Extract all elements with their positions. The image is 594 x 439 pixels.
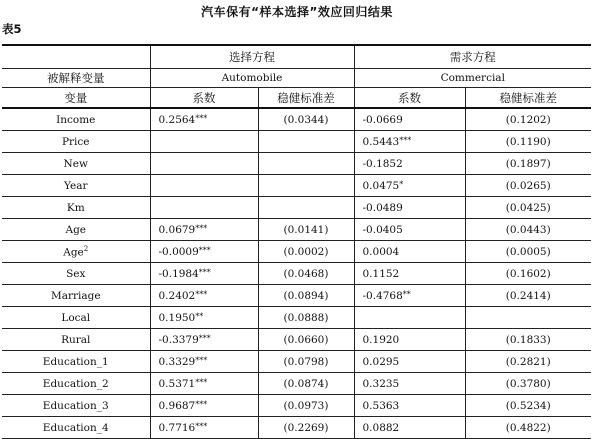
variable-name: Education_2 <box>42 377 109 390</box>
selection-se-cell <box>258 131 354 153</box>
selection-coef-cell <box>150 307 258 329</box>
demand-se-cell <box>465 108 591 131</box>
demand-coef-cell <box>354 307 465 329</box>
demand-se-value: (0.1833) <box>505 333 551 346</box>
variable-name: Marriage <box>50 289 101 302</box>
demand-se-value: (0.1190) <box>505 135 551 148</box>
regression-table <box>2 44 591 439</box>
selection-coef-value: 0.1950 <box>158 311 196 324</box>
selection-se-value: (0.0468) <box>283 267 329 280</box>
selection-coef-value: -0.3379 <box>158 333 199 346</box>
demand-se-value: (0.0443) <box>505 223 551 236</box>
selection-significance-stars: *** <box>198 267 211 277</box>
table-number-label: 表5 <box>2 22 22 36</box>
demand-coef-cell <box>354 241 465 263</box>
demand-coef-cell <box>354 329 465 351</box>
demand-coef-cell <box>354 219 465 241</box>
selection-se-header: 稳健标准差 <box>258 88 354 109</box>
selection-se-cell <box>258 108 354 131</box>
variable-name-cell <box>2 373 150 395</box>
demand-significance-stars: * <box>399 179 404 189</box>
selection-coef-cell <box>150 108 258 131</box>
selection-se-value: (0.0973) <box>283 399 329 412</box>
selection-significance-stars: ** <box>195 311 204 321</box>
demand-se-cell <box>465 175 591 197</box>
selection-se-cell <box>258 153 354 175</box>
demand-coef-value: 0.5443 <box>362 135 400 148</box>
table-row <box>2 307 591 329</box>
variable-column-header: 变量 <box>2 88 150 109</box>
variable-superscript: 2 <box>83 244 89 253</box>
table-row <box>2 131 591 153</box>
selection-coef-cell <box>150 373 258 395</box>
table-row <box>2 153 591 175</box>
variable-name: Price <box>61 135 90 148</box>
demand-coef-value: 0.0004 <box>362 245 400 258</box>
header-blank <box>2 45 150 69</box>
demand-coef-cell <box>354 197 465 219</box>
selection-equation-header: 选择方程 <box>150 45 354 69</box>
table-row <box>2 329 591 351</box>
selection-coef-cell <box>150 131 258 153</box>
demand-coef-cell <box>354 395 465 417</box>
demand-se-value: (0.1202) <box>505 113 551 126</box>
variable-name-cell <box>2 131 150 153</box>
demand-coef-value: -0.1852 <box>362 157 403 170</box>
selection-se-value: (0.0141) <box>283 223 329 236</box>
demand-se-cell <box>465 351 591 373</box>
variable-name: Income <box>56 113 96 126</box>
selection-se-value: (0.0874) <box>283 377 329 390</box>
selection-se-value: (0.0798) <box>283 355 329 368</box>
selection-coef-value: 0.2402 <box>158 289 196 302</box>
selection-se-cell <box>258 175 354 197</box>
demand-coef-value: 0.3235 <box>362 377 400 390</box>
demand-coef-header: 系数 <box>354 88 465 109</box>
variable-name-cell <box>2 197 150 219</box>
demand-se-cell <box>465 241 591 263</box>
variable-name-cell <box>2 329 150 351</box>
selection-se-cell <box>258 395 354 417</box>
selection-coef-cell <box>150 417 258 439</box>
selection-coef-value: -0.0009 <box>158 245 199 258</box>
demand-coef-cell <box>354 175 465 197</box>
table-row <box>2 395 591 417</box>
demand-coef-cell <box>354 153 465 175</box>
demand-significance-stars: *** <box>399 135 412 145</box>
demand-coef-value: -0.0489 <box>362 201 403 214</box>
table-row <box>2 285 591 307</box>
variable-name: Year <box>63 179 88 192</box>
selection-significance-stars: *** <box>195 421 208 431</box>
selection-se-value: (0.0660) <box>283 333 329 346</box>
selection-coef-cell <box>150 153 258 175</box>
selection-coef-cell <box>150 263 258 285</box>
demand-se-cell <box>465 395 591 417</box>
demand-coef-cell <box>354 373 465 395</box>
selection-significance-stars: *** <box>195 289 208 299</box>
selection-coef-value: 0.2564 <box>158 113 196 126</box>
demand-se-value: (0.5234) <box>505 399 551 412</box>
selection-significance-stars: *** <box>198 245 211 255</box>
demand-se-value: (0.0425) <box>505 201 551 214</box>
demand-se-value: (0.4822) <box>505 421 551 434</box>
selection-coef-value: 0.5371 <box>158 377 196 390</box>
demand-significance-stars: ** <box>402 289 411 299</box>
demand-se-value: (0.2821) <box>505 355 551 368</box>
demand-se-cell <box>465 263 591 285</box>
variable-name-cell <box>2 241 150 263</box>
demand-se-cell <box>465 197 591 219</box>
demand-se-header: 稳健标准差 <box>465 88 591 109</box>
selection-significance-stars: *** <box>195 355 208 365</box>
selection-se-cell <box>258 351 354 373</box>
selection-se-cell <box>258 329 354 351</box>
variable-name: Education_3 <box>42 399 109 412</box>
demand-se-cell <box>465 219 591 241</box>
table-row <box>2 417 591 439</box>
demand-coef-value: 0.0882 <box>362 421 400 434</box>
demand-coef-value: 0.1920 <box>362 333 400 346</box>
selection-se-cell <box>258 285 354 307</box>
variable-name-cell <box>2 263 150 285</box>
demand-se-value: (0.0005) <box>505 245 551 258</box>
selection-se-value: (0.0888) <box>283 311 329 324</box>
demand-coef-cell <box>354 417 465 439</box>
selection-se-cell <box>258 307 354 329</box>
selection-se-cell <box>258 417 354 439</box>
selection-se-cell <box>258 219 354 241</box>
table-row <box>2 108 591 131</box>
demand-coef-value: -0.4768 <box>362 289 403 302</box>
variable-name: Education_4 <box>42 421 109 434</box>
variable-name-cell <box>2 351 150 373</box>
demand-se-value: (0.1897) <box>505 157 551 170</box>
table-row <box>2 175 591 197</box>
table-row <box>2 351 591 373</box>
variable-name: New <box>63 157 88 170</box>
selection-significance-stars: *** <box>195 223 208 233</box>
selection-significance-stars: *** <box>195 377 208 387</box>
demand-se-cell <box>465 373 591 395</box>
selection-coef-cell <box>150 219 258 241</box>
variable-name-cell <box>2 108 150 131</box>
variable-name-cell <box>2 153 150 175</box>
variable-name-cell <box>2 219 150 241</box>
variable-name: Sex <box>66 267 86 280</box>
demand-coef-cell <box>354 263 465 285</box>
selection-coef-cell <box>150 395 258 417</box>
demand-se-cell <box>465 329 591 351</box>
demand-se-value: (0.2414) <box>505 289 551 302</box>
selection-significance-stars: *** <box>195 399 208 409</box>
selection-coef-cell <box>150 285 258 307</box>
selection-coef-value: 0.3329 <box>158 355 196 368</box>
demand-se-value: (0.1602) <box>505 267 551 280</box>
demand-coef-cell <box>354 131 465 153</box>
selection-significance-stars: *** <box>195 113 208 123</box>
demand-coef-cell <box>354 108 465 131</box>
variable-name-cell <box>2 285 150 307</box>
demand-se-value: (0.0265) <box>505 179 551 192</box>
demand-se-cell <box>465 285 591 307</box>
variable-name-cell <box>2 395 150 417</box>
table-row <box>2 373 591 395</box>
variable-name-cell <box>2 307 150 329</box>
variable-name: Km <box>66 201 85 214</box>
table-row <box>2 263 591 285</box>
variable-name-cell <box>2 175 150 197</box>
selection-significance-stars: *** <box>198 333 211 343</box>
selection-coef-value: 0.0679 <box>158 223 196 236</box>
selection-se-value: (0.2269) <box>283 421 329 434</box>
demand-coef-value: 0.0295 <box>362 355 400 368</box>
demand-se-cell <box>465 307 591 329</box>
selection-coef-cell <box>150 329 258 351</box>
dependent-variable-label: 被解释变量 <box>2 69 150 88</box>
selection-se-cell <box>258 263 354 285</box>
variable-name-cell <box>2 417 150 439</box>
demand-coef-value: 0.0475 <box>362 179 400 192</box>
variable-name: Education_1 <box>42 355 109 368</box>
demand-se-cell <box>465 417 591 439</box>
table-title: 汽车保有“样本选择”效应回归结果 <box>201 5 393 19</box>
demand-dependent-variable: Commercial <box>354 69 591 88</box>
selection-se-cell <box>258 373 354 395</box>
variable-name: Rural <box>61 333 91 346</box>
demand-coef-cell <box>354 285 465 307</box>
selection-coef-value: 0.7716 <box>158 421 196 434</box>
variable-name: Age <box>65 223 87 236</box>
variable-name: Local <box>61 311 91 324</box>
selection-coef-cell <box>150 351 258 373</box>
selection-se-cell <box>258 241 354 263</box>
selection-coef-header: 系数 <box>150 88 258 109</box>
demand-equation-header: 需求方程 <box>354 45 591 69</box>
demand-se-cell <box>465 153 591 175</box>
table-row <box>2 197 591 219</box>
selection-se-cell <box>258 197 354 219</box>
selection-se-value: (0.0002) <box>283 245 329 258</box>
selection-coef-value: -0.1984 <box>158 267 199 280</box>
selection-coef-cell <box>150 241 258 263</box>
selection-coef-value: 0.9687 <box>158 399 196 412</box>
selection-coef-cell <box>150 175 258 197</box>
demand-coef-cell <box>354 351 465 373</box>
demand-se-value: (0.3780) <box>505 377 551 390</box>
demand-coef-value: 0.5363 <box>362 399 400 412</box>
variable-name: Age <box>63 246 84 259</box>
demand-coef-value: -0.0669 <box>362 113 403 126</box>
selection-dependent-variable: Automobile <box>150 69 354 88</box>
demand-se-cell <box>465 131 591 153</box>
selection-se-value: (0.0344) <box>283 113 329 126</box>
table-row <box>2 241 591 263</box>
demand-coef-value: 0.1152 <box>362 267 400 280</box>
selection-se-value: (0.0894) <box>283 289 329 302</box>
demand-coef-value: -0.0405 <box>362 223 403 236</box>
selection-coef-cell <box>150 197 258 219</box>
table-row <box>2 219 591 241</box>
